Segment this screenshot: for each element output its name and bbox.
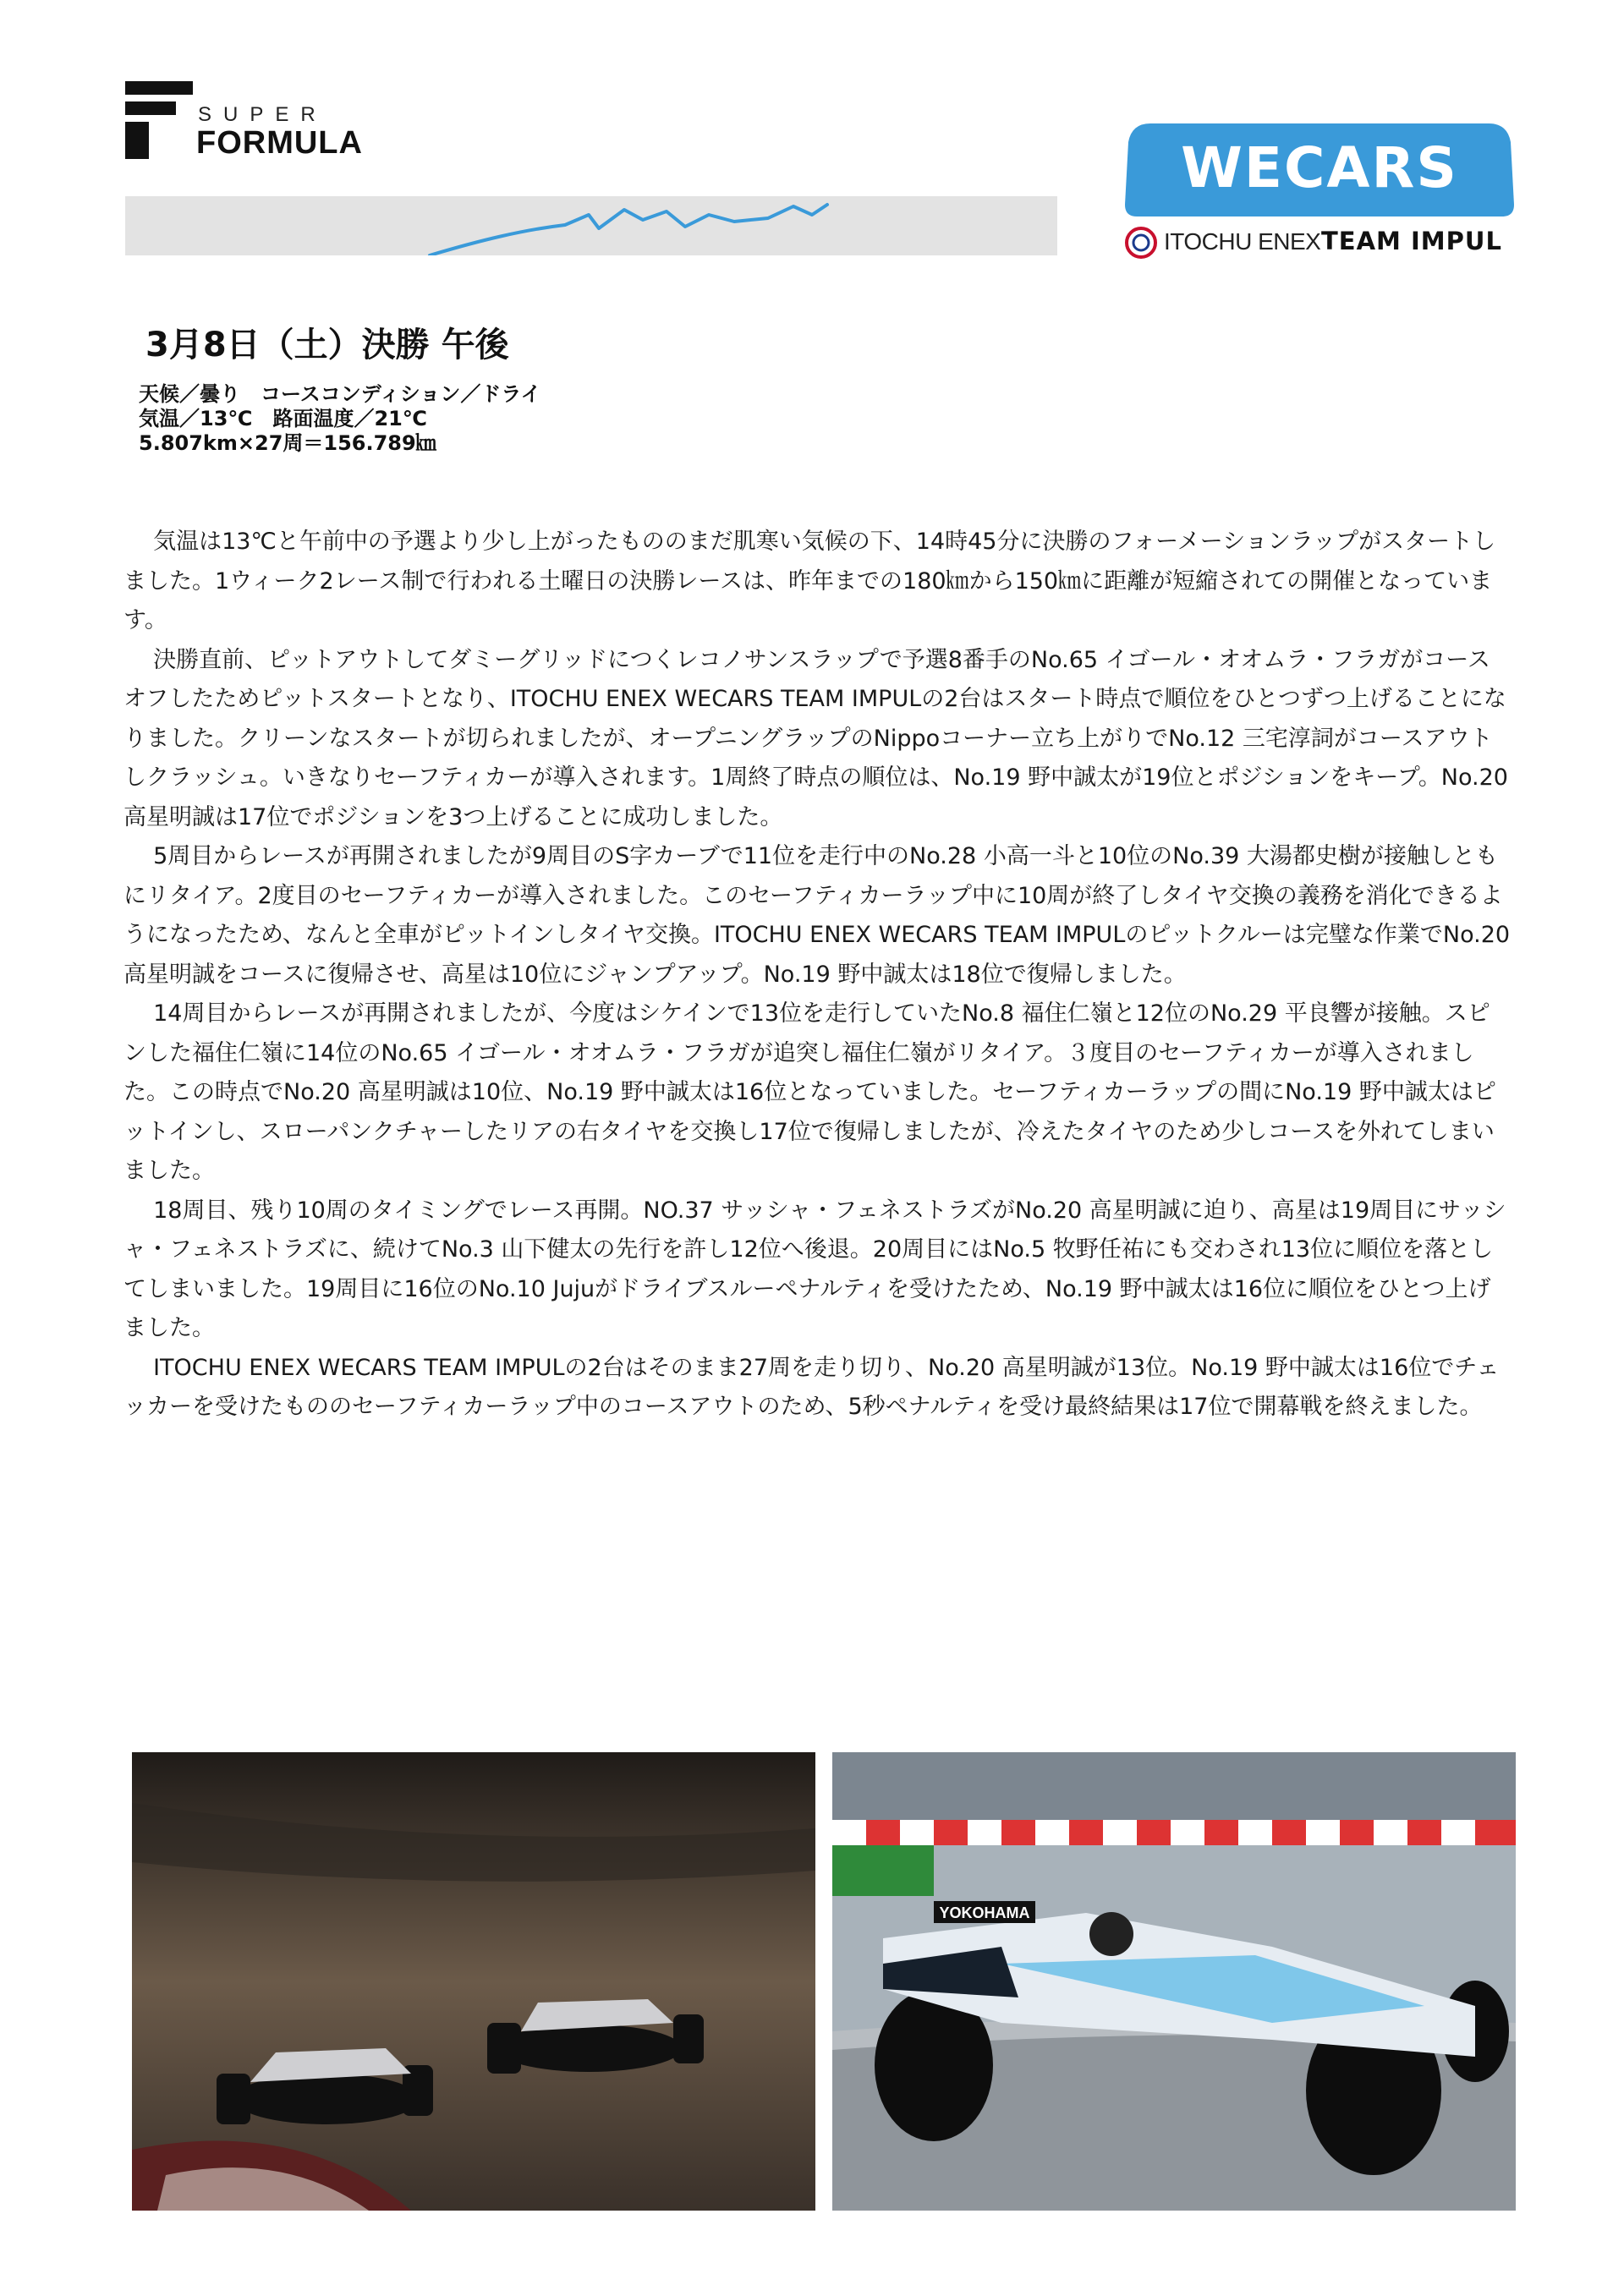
report-paragraph: 18周目、残り10周のタイミングでレース再開。NO.37 サッシャ・フェネストラズがNo.20 高星明誠に迫り、高星は19周目にサッシャ・フェネストラズに、続けてNo.3 山下健太の先行を許し12位へ後退。20周目にはNo.5 牧野任祐にも交わされ13位に順位を落としてしまいました。19周目に16位のNo.10 Jujuがドライブスルーペナルティを受けたため、No.19 野中誠太は16位に順位をひとつ上げました。 bbox=[123, 1197, 1506, 1341]
report-paragraph: 決勝直前、ピットアウトしてダミーグリッドにつくレコノサンスラップで予選8番手のNo.65 イゴール・オオムラ・フラガがコースオフしたためピットスタートとなり、ITOCHU ENEX WECARS TEAM IMPULの2台はスタート時点で順位をひとつずつ上げることになりました。クリーンなスタートが切られましたが、オープニングラップのNippoコーナー立ち上がりでNo.12 三宅淳詞がコースアウトしクラッシュ。いきなりセーフティカーが導入されます。1周終了時点の順位は、No.19 野中誠太が19位とポジションをキープ。No.20 高星明誠は17位でポジションを3つ上げることに成功しました。 bbox=[123, 646, 1508, 830]
super-formula-mark-icon bbox=[125, 81, 193, 159]
report-paragraph: 気温は13℃と午前中の予選より少し上がったもののまだ肌寒い気候の下、14時45分に決勝のフォーメーションラップがスタートしました。1ウィーク2レース制で行われる土曜日の決勝レースは、昨年までの180㎞から150㎞に距離が短縮されての開催となっています。 bbox=[123, 529, 1496, 633]
team-itochu-enex: ITOCHU ENEX bbox=[1164, 228, 1321, 255]
logo-super-text: SUPER bbox=[198, 103, 327, 126]
two-cars-image-icon bbox=[132, 1752, 815, 2211]
race-report bbox=[123, 523, 1511, 1427]
race-photo-car-closeup bbox=[832, 1752, 1516, 2211]
team-impul: TEAM IMPUL bbox=[1321, 227, 1502, 255]
circuit-outline-icon bbox=[125, 196, 1057, 255]
itochu-enex-emblem-icon bbox=[1125, 227, 1157, 259]
photo-sponsor-text: YOKOHAMA bbox=[939, 1904, 1030, 1921]
report-paragraph: 14周目からレースが再開されましたが、今度はシケインで13位を走行していたNo.8 福住仁嶺と12位のNo.29 平良響が接触。スピンした福住仁嶺に14位のNo.65 イゴール・オオムラ・フラガが追突し福住仁嶺がリタイア。３度目のセーフティカーが導入されました。この時点でNo.20 高星明誠は10位、No.19 野中誠太は16位となっていました。セーフティカーラップの間にNo.19 野中誠太はピットインし、スローパンクチャーしたリアの右タイヤを交換し17位で復帰しましたが、冷えたタイヤのため少しコースを外れてしまいました。 bbox=[123, 1000, 1496, 1184]
header-band bbox=[125, 196, 1057, 255]
team-name-line bbox=[1125, 223, 1514, 264]
session-title: 3月8日（土）決勝 午後 bbox=[145, 326, 509, 364]
conditions-distance: 5.807km×27周＝156.789㎞ bbox=[139, 431, 436, 455]
logo-formula-text: FORMULA bbox=[196, 125, 363, 161]
wecars-logo bbox=[1125, 123, 1514, 216]
conditions-weather: 天候／曇り コースコンディション／ドライ bbox=[139, 382, 541, 406]
conditions-temperature: 気温／13℃ 路面温度／21℃ bbox=[139, 407, 427, 430]
race-photo-two-cars bbox=[132, 1752, 815, 2211]
car-closeup-image-icon bbox=[832, 1752, 1516, 2211]
report-paragraph: 5周目からレースが再開されましたが9周目のS字カーブで11位を走行中のNo.28 小高一斗と10位のNo.39 大湯都史樹が接触しともにリタイア。2度目のセーフティカーが導入されました。このセーフティカーラップ中に10周が終了しタイヤ交換の義務を消化できるようになったため、なんと全車がピットインしタイヤ交換。ITOCHU ENEX WECARS TEAM IMPULのピットクルーは完璧な作業でNo.20 高星明誠をコースに復帰させ、高星は10位にジャンプアップ。No.19 野中誠太は18位で復帰しました。 bbox=[123, 843, 1511, 988]
session-conditions bbox=[139, 382, 541, 456]
super-formula-logo bbox=[125, 81, 379, 166]
wecars-wordmark: WECARS bbox=[1181, 135, 1458, 200]
report-paragraph: ITOCHU ENEX WECARS TEAM IMPULの2台はそのまま27周を走り切り、No.20 高星明誠が13位。No.19 野中誠太は16位でチェッカーを受けたもののセーフティカーラップ中のコースアウトのため、5秒ペナルティを受け最終結果は17位で開幕戦を終えました。 bbox=[123, 1354, 1500, 1420]
